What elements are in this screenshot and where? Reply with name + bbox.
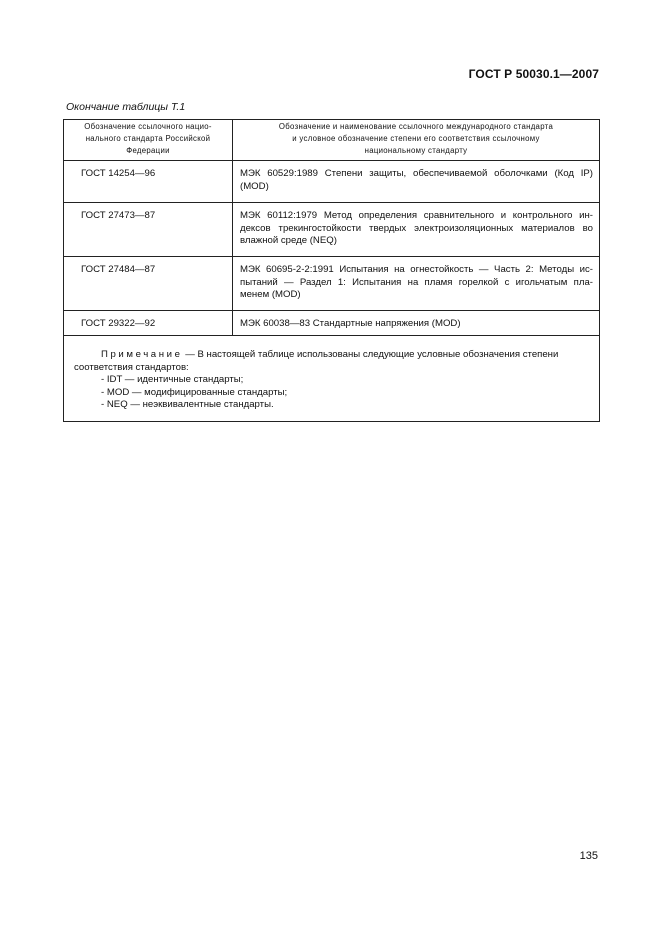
note-list-item: - IDT — идентичные стандарты; bbox=[101, 374, 244, 385]
table-row bbox=[64, 161, 600, 203]
international-standard-description bbox=[233, 161, 600, 203]
header-national-standard bbox=[64, 120, 233, 161]
header-line: национальному стандарту bbox=[364, 146, 468, 155]
national-standard-code: ГОСТ 14254—96 bbox=[64, 161, 233, 203]
header-line: Обозначение и наименование ссылочного международного стандарта bbox=[278, 122, 554, 131]
international-standard-description bbox=[233, 311, 600, 336]
page-number: 135 bbox=[579, 850, 598, 862]
description-line: (MOD) bbox=[240, 180, 269, 192]
description-line: пытаний — Раздел 1: Испытания на пламя горелкой с игольчатым пла- bbox=[240, 276, 593, 288]
description-line: МЭК 60529:1989 Степени защиты, обеспечиваемой оболочками (Код IP) bbox=[240, 168, 593, 179]
header-line: нального стандарта Российской bbox=[85, 134, 211, 143]
international-standard-description bbox=[233, 203, 600, 257]
description-line: МЭК 60038—83 Стандартные напряжения (MOD) bbox=[240, 318, 461, 329]
international-standard-description bbox=[233, 257, 600, 311]
table-note bbox=[64, 336, 600, 422]
description-line: МЭК 60112:1979 Метод определения сравнительного и контрольного ин- bbox=[240, 210, 593, 221]
standards-table bbox=[63, 119, 600, 422]
table-row bbox=[64, 311, 600, 336]
note-label: Примечание bbox=[101, 349, 183, 360]
table-row bbox=[64, 203, 600, 257]
table-caption: Окончание таблицы Т.1 bbox=[66, 101, 186, 113]
national-standard-code: ГОСТ 27484—87 bbox=[64, 257, 233, 311]
header-line: Федерации bbox=[126, 146, 170, 155]
description-line: МЭК 60695-2-2:1991 Испытания на огнестойкость — Часть 2: Методы ис- bbox=[240, 264, 593, 275]
description-line: влажной среде (NEQ) bbox=[240, 235, 337, 246]
header-international-standard bbox=[233, 120, 600, 161]
document-code: ГОСТ Р 50030.1—2007 bbox=[468, 67, 599, 81]
note-text: — В настоящей таблице использованы следующие условные обозначения степени bbox=[182, 349, 559, 360]
table-row bbox=[64, 257, 600, 311]
national-standard-code: ГОСТ 27473—87 bbox=[64, 203, 233, 257]
note-list-item: - NEQ — неэквивалентные стандарты. bbox=[101, 399, 274, 410]
table-header-row bbox=[64, 120, 600, 161]
description-line: менем (MOD) bbox=[240, 289, 301, 300]
description-line: дексов трекингостойкости твердых электроизоляционных материалов во bbox=[240, 222, 593, 234]
national-standard-code: ГОСТ 29322—92 bbox=[64, 311, 233, 336]
note-continuation: соответствия стандартов: bbox=[74, 361, 189, 373]
header-line: и условное обозначение степени его соответствия ссылочному bbox=[292, 134, 540, 143]
header-line: Обозначение ссылочного нацио- bbox=[84, 122, 212, 131]
note-first-line bbox=[74, 349, 591, 362]
note-list-item: - MOD — модифицированные стандарты; bbox=[101, 386, 288, 398]
table-note-row bbox=[64, 336, 600, 422]
